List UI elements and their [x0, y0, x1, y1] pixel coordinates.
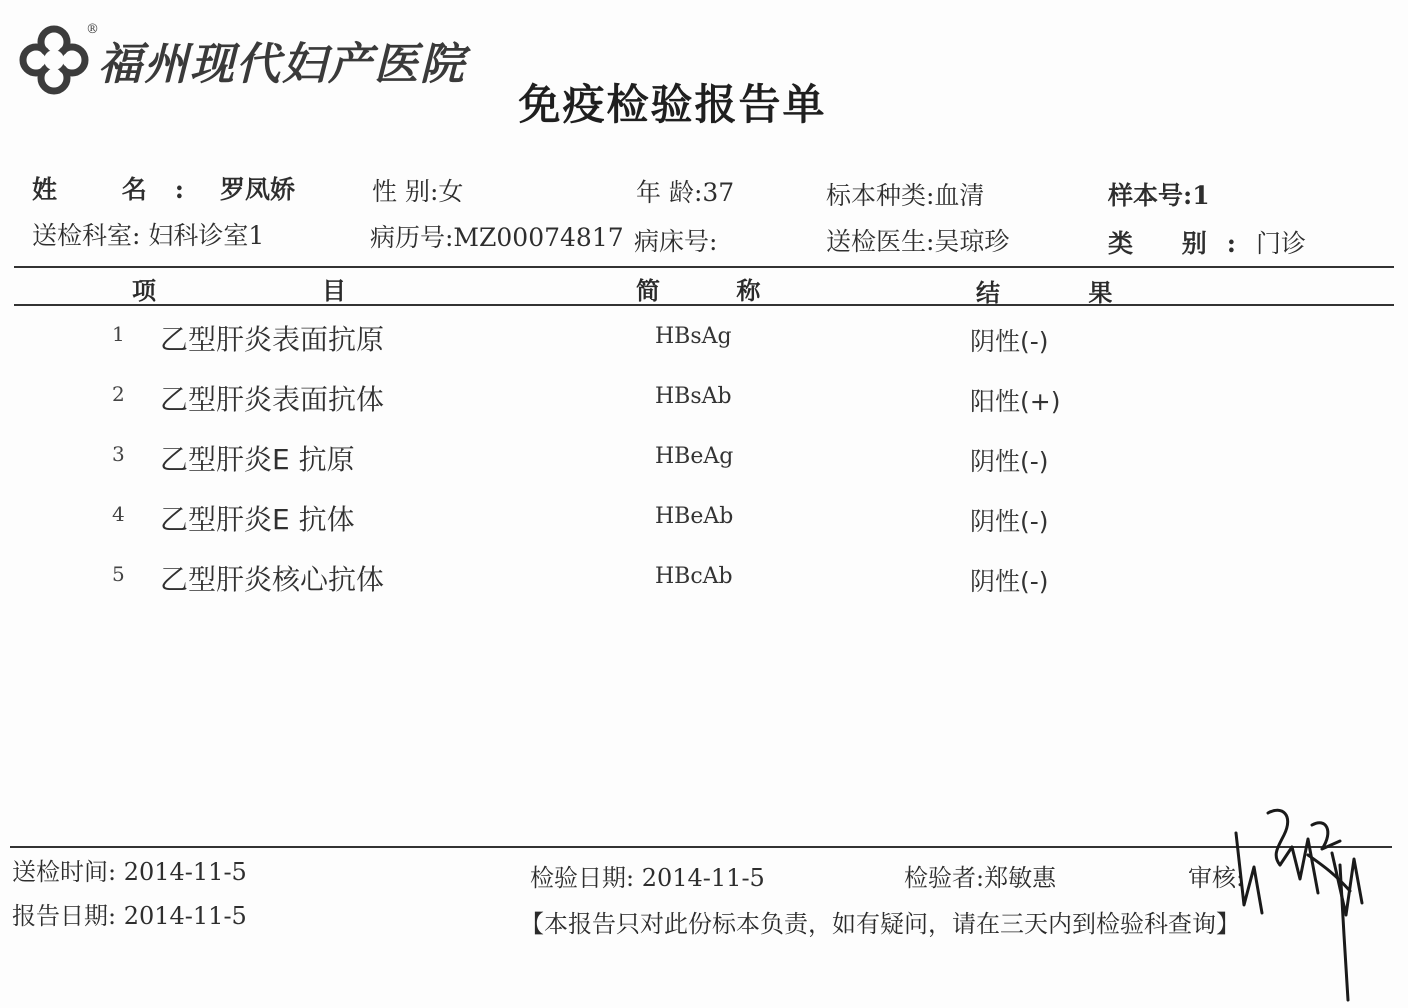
test-date: 检验日期: 2014-11-5: [530, 864, 765, 892]
category-value: 门诊: [1255, 229, 1306, 258]
test-abbr: HBcAb: [655, 564, 733, 589]
submit-time: 送检时间: 2014-11-5: [12, 858, 247, 886]
test-result: 阴性(-): [970, 327, 1049, 356]
registered-mark: ®: [86, 22, 99, 37]
referring-doctor: 送检医生:吴琼珍: [826, 227, 1010, 256]
test-item: 乙型肝炎E 抗原: [160, 443, 355, 476]
row-number: 3: [112, 442, 125, 466]
patient-age: 年 龄:37: [636, 178, 735, 207]
disclaimer-notice: 【本报告只对此份标本负责，如有疑问，请在三天内到检验科查询】: [520, 910, 1240, 938]
patient-name: 罗凤娇: [219, 175, 295, 204]
test-item: 乙型肝炎E 抗体: [160, 503, 355, 536]
patient-name-label: [32, 170, 295, 206]
row-number: 1: [112, 322, 125, 346]
tester: 检验者:郑敏惠: [904, 864, 1057, 892]
medical-record-number: 病历号:MZ00074817: [370, 223, 624, 252]
test-item: 乙型肝炎核心抗体: [160, 563, 385, 596]
row-number: 4: [112, 502, 125, 526]
name-label: 姓 名:: [32, 175, 212, 204]
row-number: 5: [112, 562, 125, 586]
header-top-rule: [14, 266, 1394, 268]
test-abbr: HBeAg: [655, 444, 734, 469]
header-item-a: 项: [132, 277, 156, 305]
header-result: 结 果: [976, 279, 1153, 307]
test-abbr: HBsAb: [655, 384, 732, 409]
test-abbr: HBsAg: [655, 324, 732, 349]
test-result: 阴性(-): [970, 507, 1049, 536]
test-item: 乙型肝炎表面抗原: [160, 323, 385, 356]
header-abbr: 简 称: [636, 277, 795, 305]
test-item: 乙型肝炎表面抗体: [160, 383, 385, 416]
test-result: 阴性(-): [970, 447, 1049, 476]
referring-dept: 送检科室: 妇科诊室1: [32, 221, 265, 250]
header-item-b: 目: [322, 277, 346, 305]
bed-number: 病床号:: [634, 227, 718, 256]
hospital-name: 福州现代妇产医院: [98, 39, 466, 90]
reviewer-signature: [1222, 795, 1372, 1005]
report-date: 报告日期: 2014-11-5: [12, 902, 247, 930]
test-result: 阳性(+): [970, 387, 1061, 416]
row-number: 2: [112, 382, 125, 406]
specimen-type: 标本种类:血清: [826, 181, 985, 210]
patient-gender: 性 别:女: [372, 177, 464, 206]
category-label: 类 别:: [1108, 229, 1256, 258]
test-result: 阴性(-): [970, 567, 1049, 596]
test-abbr: HBeAb: [655, 504, 734, 529]
patient-category: [1108, 224, 1306, 260]
report-title: 免疫检验报告单: [518, 80, 827, 129]
sample-number: 样本号:1: [1108, 181, 1210, 210]
reviewer-label: 审核:: [1188, 864, 1245, 892]
footer-rule: [10, 846, 1392, 848]
